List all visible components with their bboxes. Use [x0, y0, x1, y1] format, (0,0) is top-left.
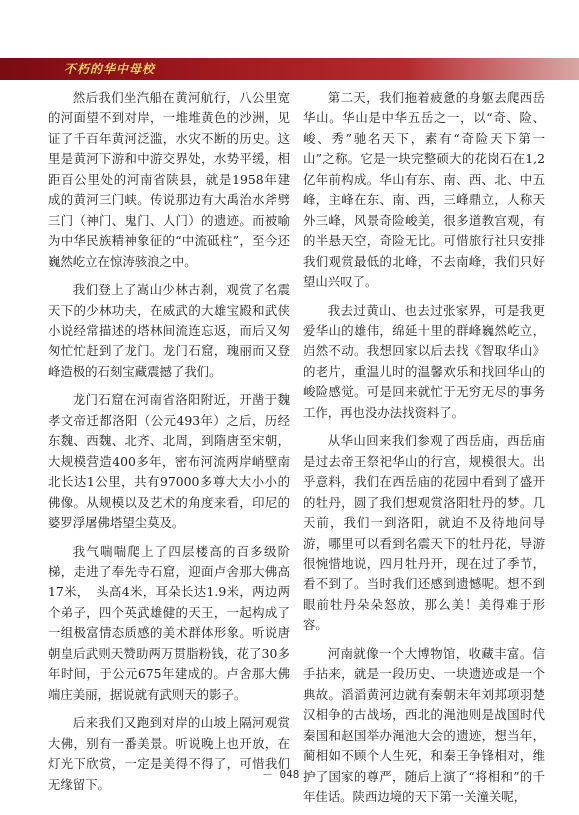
paragraph: 我气喘喘爬上了四层楼高的百多级阶梯，走进了奉先寺石窟，迎面卢舍那大佛高17米， 头高4米，耳朵长达1.9米，两边两个弟子，四个英武雄健的天王，一起构成了一组极富情态质感的美术群体形象。听说唐朝皇后武则天赞助两万贯脂粉钱，花了30多年时间，于公元675年建成的。卢舍那大佛端庄美丽，据说就有武则天的影子。	[48, 543, 290, 702]
paragraph: 第二天，我们拖着疲惫的身躯去爬西岳华山。华山是中华五岳之一，以“奇、险、峻、秀”驰名天下，素有“奇险天下第一山”之称。它是一块完整硕大的花岗石在1,2亿年前构成。华山有东、南、西、北、中五峰，主峰在东、南、西，三峰鼎立，人称天外三峰，风景奇险峻美，很多道教宫观，有的半悬天空，奇险无比。可惜旅行社只安排我们观赏最低的北峰，不去南峰，我们只好望山兴叹了。	[303, 90, 545, 290]
paragraph: 从华山回来我们参观了西岳庙，西岳庙是过去帝王祭祀华山的行宫，规模很大。出乎意料，我们在西岳庙的花园中看到了盛开的牡丹，圆了我们想观赏洛阳牡丹的梦。几天前，我们一到洛阳，就迫不及待地问导游，哪里可以看到名震天下的牡丹花，导游很惋惜地说，四月牡丹开，现在过了季节，看不到了。当时我们还感到遗憾呢。想不到眼前牡丹朵朵怒放，那么美！美得难于形容。	[303, 433, 545, 633]
paragraph: 我们登上了嵩山少林古刹，观赏了名震天下的少林功夫，在威武的大雄宝殿和武侠小说经常描述的塔林间流连忘返，而后又匆匆忙忙赶到了龙门。龙门石窟，瑰丽而又登峰造极的石刻宝藏震撼了我们。	[48, 282, 290, 379]
paragraph: 龙门石窟在河南省洛阳附近，开凿于魏孝文帝迁都洛阳（公元493年）之后，历经东魏、西魏、北齐、北周，到隋唐至宋朝，大规模营造400多年，密布河流两岸峭壁南北长达1公里，共有97000多尊大大小小的佛像。从规模以及艺术的角度来看，印尼的婆罗浮屠佛塔望尘莫及。	[48, 392, 290, 531]
page-number: － 048 －	[261, 768, 318, 781]
paragraph: 河南就像一个大博物馆，收藏丰富。信手拈来，就是一段历史、一块遗迹或是一个典故。滔滔黄河边就有秦朝末年刘邦项羽楚汉相争的古战场，西北的渑池则是战国时代秦国和赵国举办渑池大会的遗迹，想当年，蔺相如不顾个人生死，和秦王争锋相对，维护了国家的尊严，随后上演了“将相和”的千年佳话。陕西边境的天下第一关潼关呢，	[303, 645, 545, 804]
paragraph: 然后我们坐汽船在黄河航行，八公里宽的河面望不到对岸，一堆堆黄色的沙洲，见证了千百年黄河泛滥，水灾不断的历史。这里是黄河下游和中游交界处，水势平缓，相距百公里处的河南省陕县，就是1958年建成的黄河三门峡。传说那边有大禹治水斧劈三门（神门、鬼门、人门）的遗迹。而被喻为中华民族精神象征的“中流砥柱”，至今还巍然屹立在惊涛骇浪之中。	[48, 90, 290, 269]
left-column	[48, 88, 290, 803]
paragraph: 我去过黄山、也去过张家界，可是我更爱华山的雄伟，绵延十里的群峰巍然屹立，岿然不动。我想回家以后去找《智取华山》的老片，重温儿时的温馨欢乐和找回华山的峻险感觉。可是回来就忙于无穷无尽的事务工作，再也没办法找资料了。	[303, 302, 545, 420]
right-column	[303, 88, 545, 815]
paragraph: 后来我们又跑到对岸的山坡上隔河观赏大佛，别有一番美景。听说晚上也开放，在灯光下欣赏，一定是美得不得了，可惜我们无缘留下。	[48, 715, 290, 792]
running-header-title: 不朽的华中母校	[64, 62, 156, 76]
